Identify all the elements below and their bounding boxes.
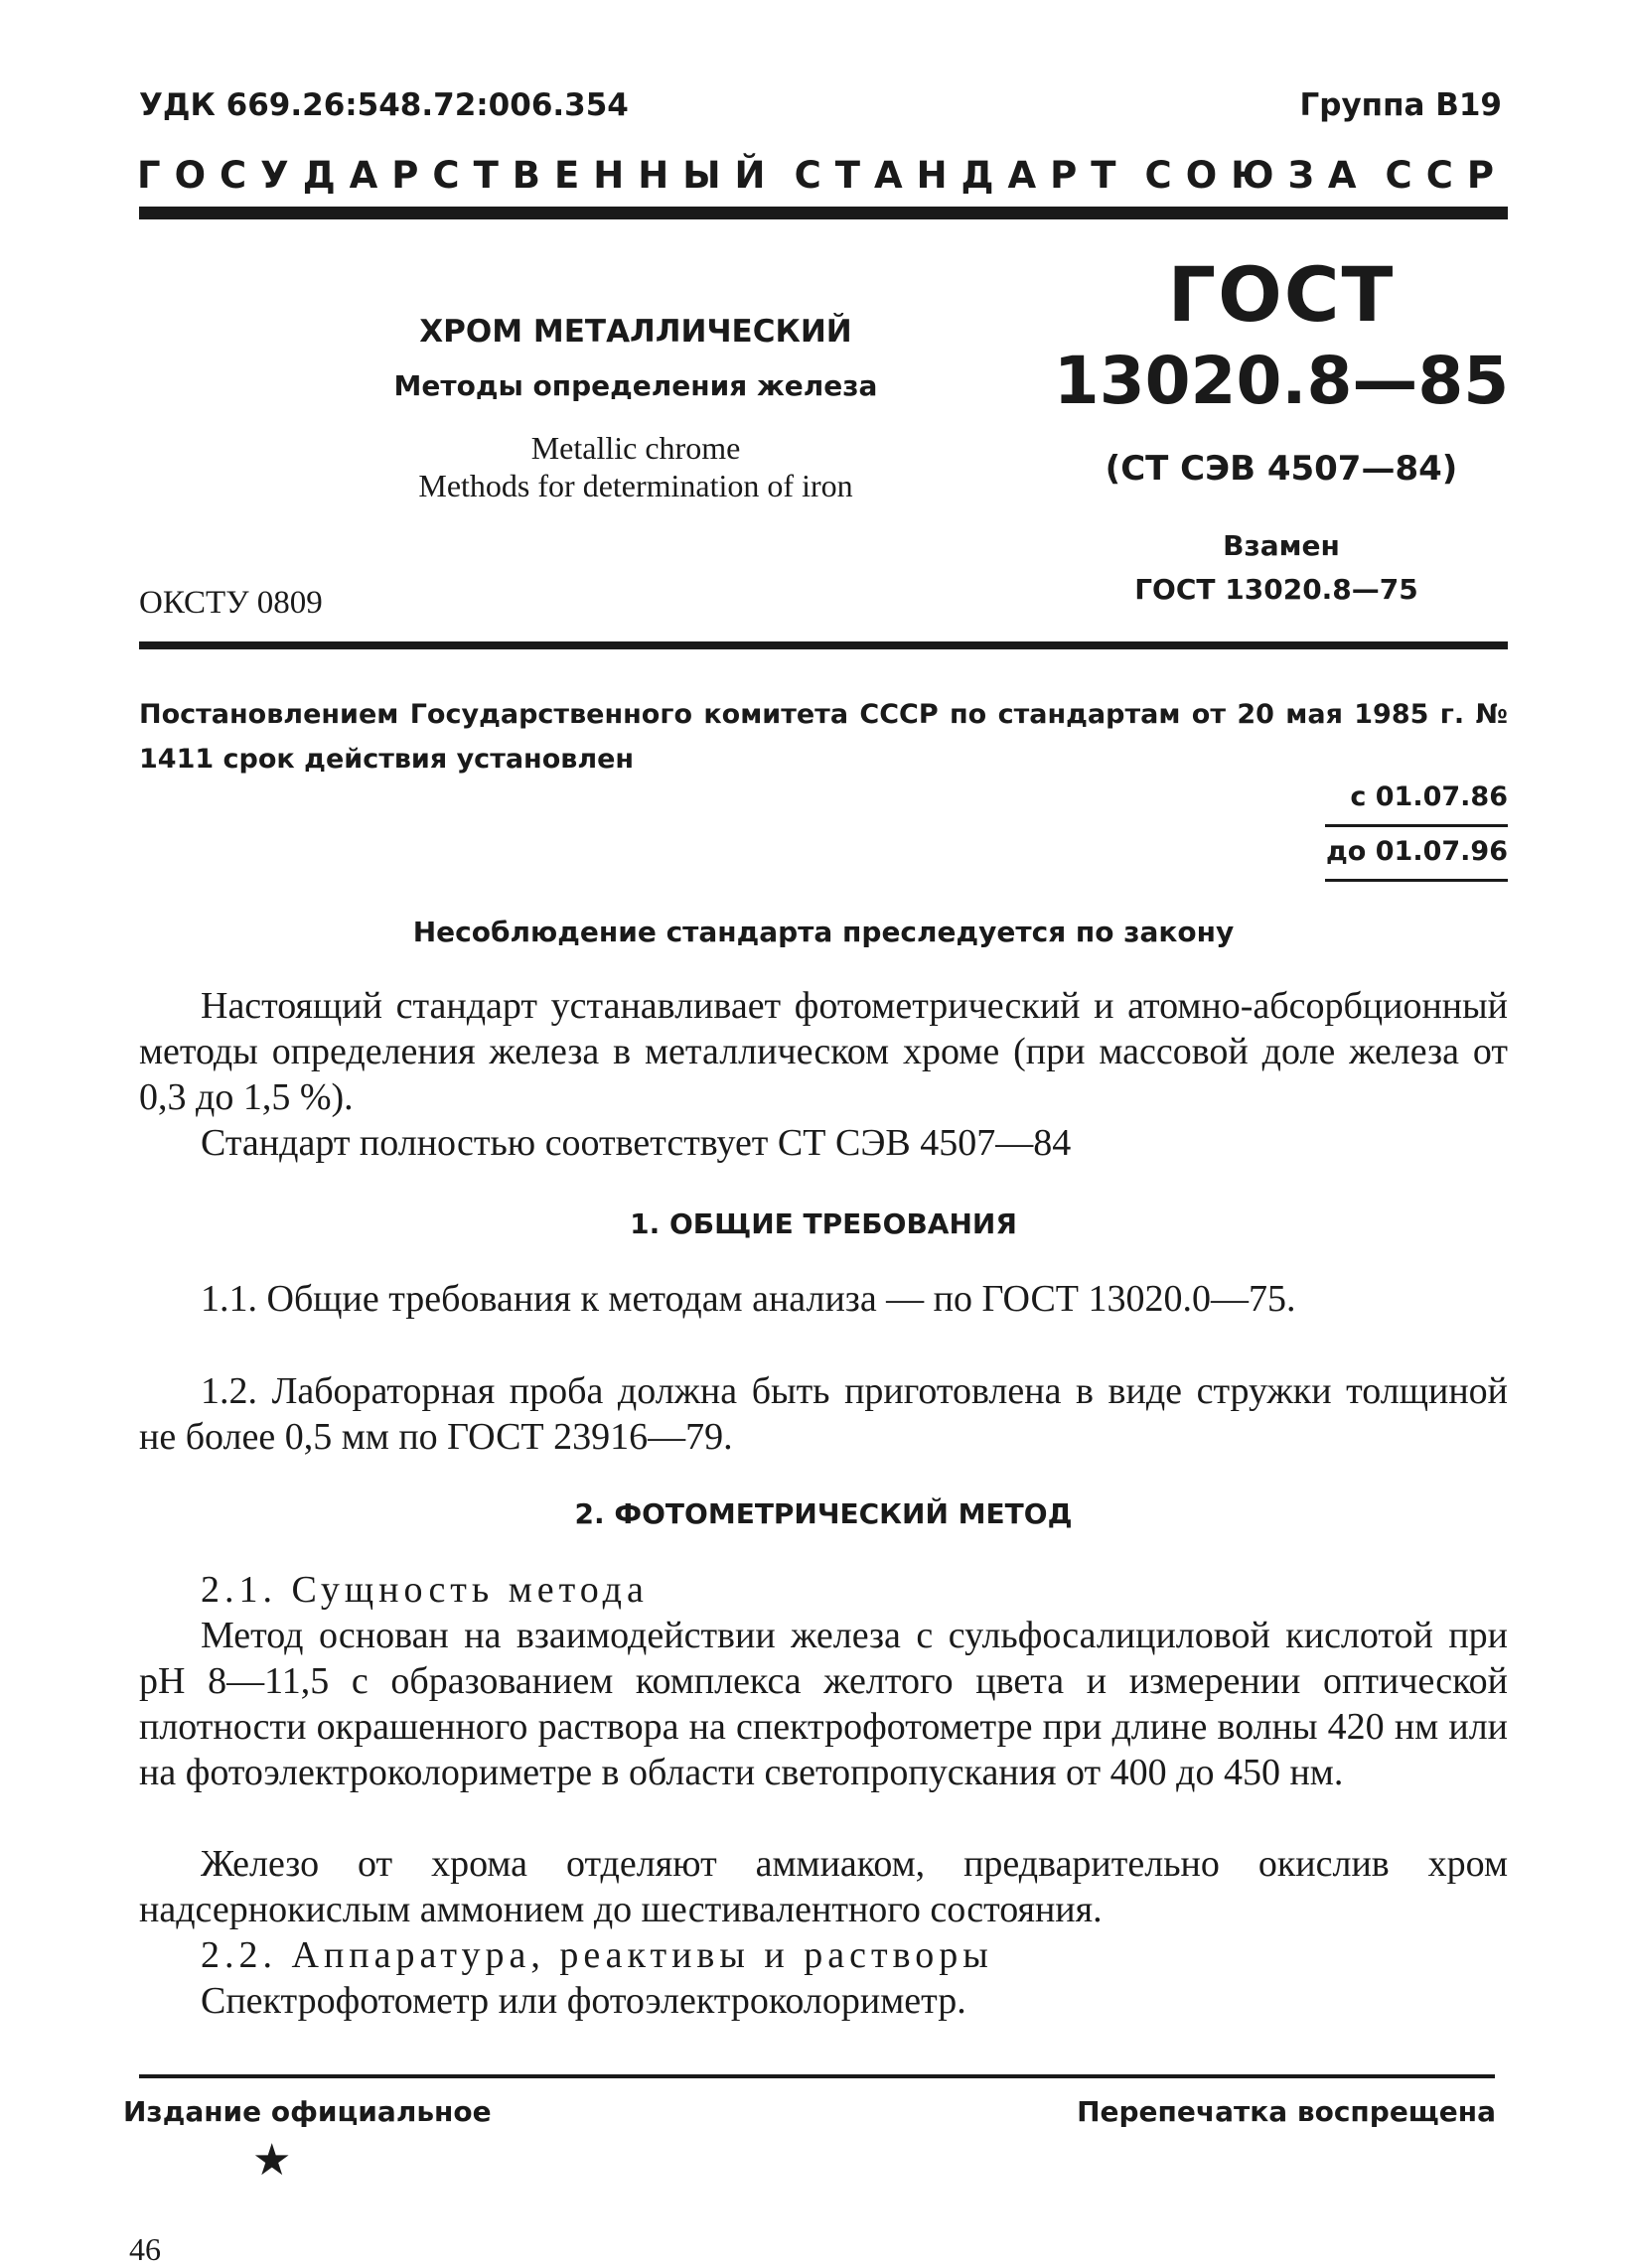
official-edition-label: Издание официальное bbox=[123, 2095, 492, 2128]
validity-to: до 01.07.96 bbox=[1326, 836, 1508, 867]
header-divider bbox=[139, 207, 1508, 219]
reprint-prohibited-label: Перепечатка воспрещена bbox=[1077, 2095, 1496, 2128]
udk-code: УДК 669.26:548.72:006.354 bbox=[139, 87, 629, 123]
state-word-4: ССР bbox=[1385, 154, 1508, 197]
date-divider bbox=[1325, 824, 1508, 827]
replaces-label: Взамен bbox=[1223, 529, 1340, 562]
intro-paragraph: Настоящий стандарт устанавливает фотометрический и атомно-абсорбционный методы определения железа в металлическом хроме (при массовой доле железа от 0,3 до 1,5 %). bbox=[139, 985, 1508, 1118]
group-code: Группа В19 bbox=[1299, 87, 1502, 123]
st-sev-reference: (СТ СЭВ 4507—84) bbox=[1105, 449, 1458, 489]
clause-1-1: 1.1. Общие требования к методам анализа — по ГОСТ 13020.0—75. bbox=[201, 1278, 1296, 1320]
star-icon: ★ bbox=[252, 2136, 292, 2185]
footer-divider bbox=[139, 2074, 1495, 2078]
validity-from: с 01.07.86 bbox=[1350, 781, 1508, 812]
section-1-heading: 1. ОБЩИЕ ТРЕБОВАНИЯ bbox=[630, 1207, 1017, 1240]
clause-2-1-text: Метод основан на взаимодействии железа с сульфосалициловой кислотой при рН 8—11,5 с образованием комплекса желтого цвета и измерении оптической плотности окрашенного раствора на спектрофотометре при длине волны 420 нм или на фотоэлектроколориметре в области светопропускания от 400 до 450 нм. bbox=[139, 1615, 1508, 1793]
title-en bbox=[268, 429, 1003, 504]
title-en-line-1: Metallic chrome bbox=[530, 430, 741, 466]
date-underline bbox=[1325, 879, 1508, 882]
section-2-heading: 2. ФОТОМЕТРИЧЕСКИЙ МЕТОД bbox=[574, 1497, 1073, 1530]
title-ru: ХРОМ МЕТАЛЛИЧЕСКИЙ bbox=[419, 314, 852, 350]
clause-2-1-text-2: Железо от хрома отделяют аммиаком, предварительно окислив хром надсернокислым аммонием до шестивалентного состояния. bbox=[139, 1843, 1508, 1930]
clause-2-1-title: 2.1. Сущность метода bbox=[201, 1569, 649, 1611]
state-word-1: ГОСУДАРСТВЕННЫЙ bbox=[137, 154, 780, 197]
gost-number: 13020.8—85 bbox=[1053, 343, 1510, 419]
okstu-code: ОКСТУ 0809 bbox=[139, 585, 323, 621]
page-number: 46 bbox=[129, 2231, 161, 2267]
state-word-2: СТАНДАРТ bbox=[794, 154, 1130, 197]
title-divider bbox=[139, 641, 1508, 649]
title-en-line-2: Methods for determination of iron bbox=[418, 468, 853, 503]
decree-text: Постановлением Государственного комитета СССР по стандартам от 20 мая 1985 г. № 1411 срок действия установлен bbox=[139, 699, 1508, 775]
clause-1-2: 1.2. Лабораторная проба должна быть приготовлена в виде стружки толщиной не более 0,5 мм по ГОСТ 23916—79. bbox=[139, 1370, 1508, 1458]
replaces-gost: ГОСТ 13020.8—75 bbox=[1134, 573, 1418, 606]
state-word-3: СОЮЗА bbox=[1144, 154, 1371, 197]
gost-label: ГОСТ bbox=[1167, 250, 1396, 339]
subtitle-ru: Методы определения железа bbox=[393, 369, 878, 402]
state-standard-banner bbox=[137, 154, 1508, 197]
clause-2-2-text: Спектрофотометр или фотоэлектроколориметр. bbox=[201, 1980, 966, 2022]
law-notice: Несоблюдение стандарта преследуется по закону bbox=[412, 916, 1235, 948]
clause-2-2-title: 2.2. Аппаратура, реактивы и растворы bbox=[201, 1934, 993, 1976]
intro-conformity: Стандарт полностью соответствует СТ СЭВ 4507—84 bbox=[201, 1122, 1072, 1164]
